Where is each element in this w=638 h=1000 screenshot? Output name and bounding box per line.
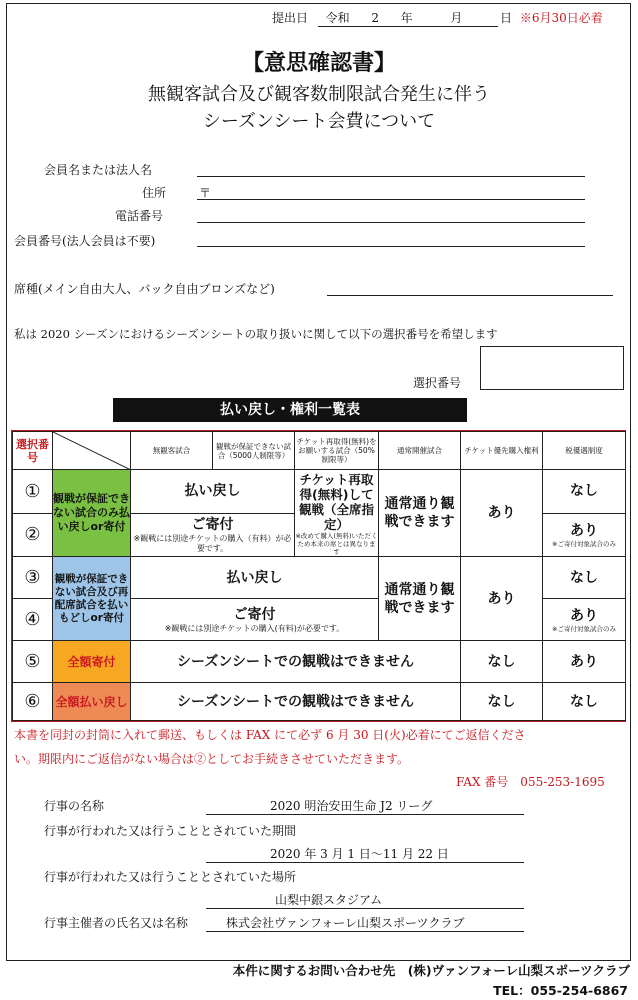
header-no-fans: 無観客試合: [131, 432, 213, 470]
g1-reissue: チケット再取得(無料)して観戦（全席指定） ※改めて購入(無料)いただくため本来の席とは異なります: [295, 470, 379, 557]
table-title-text: 払い戻し・権利一覧表: [220, 402, 360, 418]
statement: 私は 2020 シーズンにおけるシーズンシートの取り扱いに関して以下の選択番号を希望します: [14, 327, 498, 341]
header-normal: 通常開催試合: [379, 432, 461, 470]
title-sub-1: 無観客試合及び観客数制限試合発生に伴う: [148, 84, 490, 105]
row6-tax: なし: [543, 683, 626, 721]
member-name-field[interactable]: [197, 176, 585, 177]
seat-type-field[interactable]: [327, 295, 613, 296]
category-row-5: 全額寄付: [53, 641, 131, 683]
phone-field[interactable]: [197, 222, 585, 223]
deadline-note: ※6月30日必着: [519, 11, 603, 25]
row5-text: シーズンシートでの観戦はできません: [131, 641, 461, 683]
selection-label: 選択番号: [413, 376, 462, 390]
g1-normal: 通常通り観戦できます: [379, 470, 461, 557]
event-name-label: 行事の名称: [44, 799, 105, 813]
year: 2: [371, 11, 379, 25]
g1-refund: 払い戻し: [131, 470, 295, 514]
g2-tax-refund: なし: [543, 557, 626, 599]
row6-text: シーズンシートでの観戦はできません: [131, 683, 461, 721]
table-row-1: [13, 470, 626, 514]
header-ticket-reissue: チケット再取得(無料)をお願いする試合（50%制限等）: [295, 432, 379, 470]
inquiry-contact: 本件に関するお問い合わせ先 (株)ヴァンフォーレ山梨スポーツクラブ: [232, 963, 630, 978]
g2-refund: 払い戻し: [131, 557, 379, 599]
option-3[interactable]: ③: [13, 557, 53, 599]
header-limited: 観戦が保証できない試合（5000人制限等）: [213, 432, 295, 470]
event-period-label: 行事が行われた又は行うこととされていた期間: [44, 824, 297, 838]
notice-line-2: い。期限内にご返信がない場合は②としてお手続きさせていただきます。: [14, 752, 410, 766]
notice-line-1: 本書を同封の封筒に入れて郵送、もしくは FAX にて必ず 6 月 30 日(火)必着にてご返信くださ: [14, 728, 526, 742]
option-5[interactable]: ⑤: [13, 641, 53, 683]
option-4[interactable]: ④: [13, 599, 53, 641]
g1-tax-donate: あり ※ご寄付対象試合のみ: [543, 513, 626, 557]
header-diagonal: [53, 432, 131, 470]
option-6[interactable]: ⑥: [13, 683, 53, 721]
option-2[interactable]: ②: [13, 513, 53, 557]
g2-tax-donate: あり ※ご寄付対象試合のみ: [543, 599, 626, 641]
refund-table: [12, 431, 626, 721]
address-field[interactable]: [197, 199, 585, 200]
postal-mark: 〒: [199, 186, 212, 200]
submission-label: 提出日: [272, 11, 309, 25]
event-name: 2020 明治安田生命 J2 リーグ: [270, 799, 433, 813]
title-sub-2: シーズンシート会費について: [202, 111, 436, 132]
page-title: 【意思確認書】: [241, 51, 396, 76]
member-no-field[interactable]: [197, 246, 585, 247]
month-unit: 月: [450, 11, 463, 25]
table-header-row: [13, 432, 626, 470]
inquiry-tel: TEL：055-254-6867: [493, 983, 628, 998]
header-select: 選択番号: [13, 432, 53, 470]
member-name-label: 会員名または法人名: [44, 163, 153, 177]
row5-tax: あり: [543, 641, 626, 683]
table-row-5: [13, 641, 626, 683]
g2-donate: ご寄付 ※観戦には別途チケットの購入(有料)が必要です。: [131, 599, 379, 641]
event-period: 2020 年 3 月 1 日～11 月 22 日: [270, 847, 449, 861]
table-row-3: [13, 557, 626, 599]
g2-normal: 通常通り観戦できます: [379, 557, 461, 641]
g1-donate: ご寄付 ※観戦には別途チケットの購入（有料）が必要です。: [131, 513, 295, 557]
seat-type-label: 席種(メイン自由大人、バック自由ブロンズなど): [14, 282, 275, 296]
table-title: [113, 398, 467, 422]
submission-date: [272, 9, 603, 26]
selection-box[interactable]: [480, 346, 624, 390]
member-no-label: 会員番号(法人会員は不要): [14, 234, 156, 248]
g1-tax-refund: なし: [543, 470, 626, 514]
event-place-label: 行事が行われた又は行うこととされていた場所: [44, 870, 297, 884]
fax-number: FAX 番号 055-253-1695: [456, 775, 605, 789]
g1-priority: あり: [461, 470, 543, 557]
header-priority: チケット優先購入権利: [461, 432, 543, 470]
table-row-6: [13, 683, 626, 721]
organizer: 株式会社ヴァンフォーレ山梨スポーツクラブ: [226, 916, 465, 930]
category-row-6: 全額払い戻し: [53, 683, 131, 721]
category-group-2: 観戦が保証できない試合及び再配席試合を払いもどしor寄付: [53, 557, 131, 641]
phone-label: 電話番号: [115, 209, 164, 223]
day-unit: 日: [499, 11, 512, 25]
year-unit: 年: [400, 11, 413, 25]
organizer-label: 行事主催者の氏名又は名称: [44, 916, 189, 930]
option-1[interactable]: ①: [13, 470, 53, 514]
event-place: 山梨中銀スタジアム: [275, 893, 383, 907]
address-label: 住所: [142, 186, 167, 200]
g2-priority: あり: [461, 557, 543, 641]
row6-priority: なし: [461, 683, 543, 721]
category-group-1: 観戦が保証できない試合のみ払い戻しor寄付: [53, 470, 131, 557]
era: 令和: [325, 11, 350, 25]
header-tax: 税優遇制度: [543, 432, 626, 470]
row5-priority: なし: [461, 641, 543, 683]
